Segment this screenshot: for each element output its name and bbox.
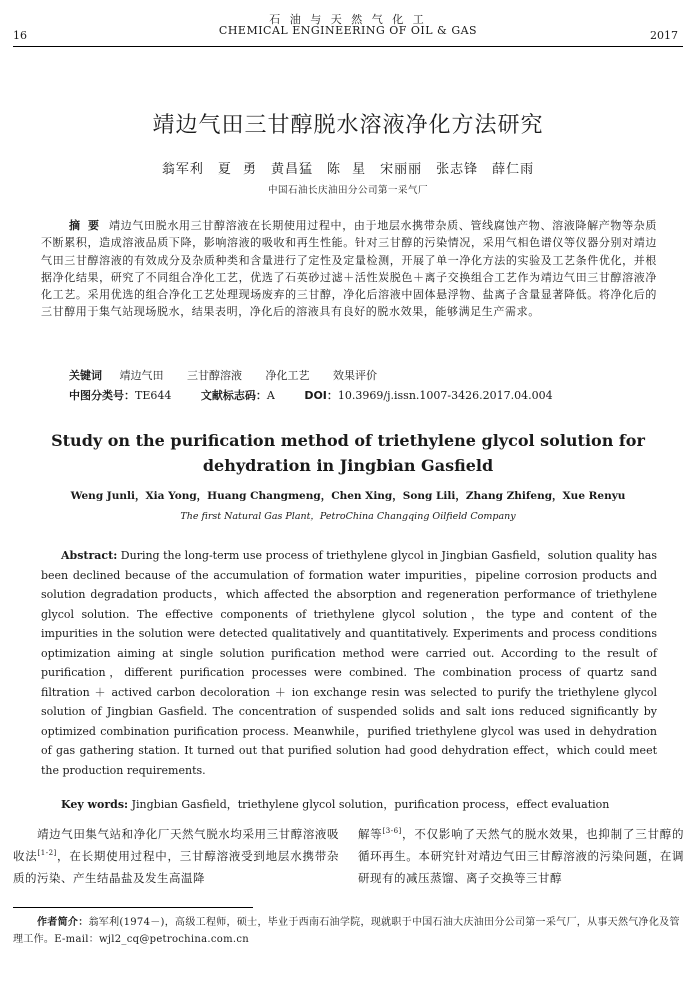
affiliation-cn: 中国石油长庆油田分公司第一采气厂 — [267, 185, 428, 196]
page-number: 16 — [13, 29, 27, 42]
doi — [304, 389, 552, 402]
abstract-cn-label: 摘 要 — [69, 219, 102, 232]
clc-number — [69, 389, 171, 402]
footnote-label: 作者简介： — [37, 917, 89, 928]
paper-title-cn: 靖边气田三甘醇脱水溶液净化方法研究 — [152, 113, 544, 138]
author-bio-footnote — [13, 914, 685, 948]
keyword-cn-item: 三甘醇溶液 — [186, 369, 242, 382]
keywords-cn-label: 关键词 — [69, 369, 102, 382]
header-divider — [13, 46, 683, 47]
publication-year: 2017 — [650, 29, 678, 42]
authors-cn: 翁军利 夏 勇 黄昌猛 陈 星 宋丽丽 张志锋 薛仁雨 — [161, 162, 535, 177]
keyword-cn-item: 效果评价 — [332, 369, 377, 382]
body-left-text-b: ，在长期使用过程中，三甘醇溶液受到地层水携带杂质的污染、产生结晶盐及发生高温降 — [13, 849, 340, 885]
body-column-left — [13, 823, 339, 889]
keywords-en-label: Key words: — [61, 798, 129, 811]
keywords-cn — [69, 367, 397, 383]
body-left-text-a: 靖边气田集气站和净化厂天然气脱水均采用三甘醇溶液吸收法 — [13, 827, 339, 863]
document-code — [201, 389, 275, 402]
doi-value[interactable]: 10.3969/j.issn.1007-3426.2017.04.004 — [337, 389, 553, 402]
body-column-right — [358, 823, 684, 889]
keyword-cn-item: 靖边气田 — [119, 369, 164, 382]
keywords-en-text: Jingbian Gasfield，triethylene glycol solution，purification process，effect evaluation — [131, 798, 610, 811]
doi-label: DOI： — [304, 389, 338, 402]
paper-title-en: Study on the purification method of triethylene glycol solution for dehydration in Jingbian Gasfield — [51, 431, 645, 475]
body-right-text-b: ，不仅影响了天然气的脱水效果，也抑制了三甘醇的循环再生。本研究针对靖边气田三甘醇溶液的污染问题，在调研现有的减压蒸馏、离子交换等三甘醇 — [358, 827, 685, 885]
keywords-en — [61, 796, 661, 812]
clc-label: 中图分类号： — [69, 389, 135, 402]
citation-ref[interactable]: [1-2] — [37, 849, 57, 857]
abstract-cn — [41, 217, 657, 321]
citation-ref[interactable]: [3-6] — [382, 827, 402, 835]
journal-name-en: CHEMICAL ENGINEERING OF OIL & GAS — [218, 24, 478, 37]
document-code-label: 文献标志码： — [200, 389, 267, 402]
abstract-en-text: During the long-term use process of triethylene glycol in Jingbian Gasfield，solution quality has been declined because of the accumulation of formation water impurities，pipeline corrosion products and solution degradation products，which affected the absorption and regeneration performance of triethylene glycol solution. The effective components of triethylene glycol solution，the type and content of the impurities in the solution were detected qualitatively and quantitatively. Experiments and process conditions optimization aiming at single solution purification method were carried out. According to the result of purification，different purification processes were combined. The combination process of quartz sand filtration ＋ actived carbon decoloration ＋ ion exchange resin was selected to purify the triethylene glycol solution of Jingbian Gasfield. The concentration of suspended solids and salt ions reduced significantly by optimized combination purification process. Meanwhile，purified triethylene glycol was used in dehydration of gas gathering station. It turned out that purified solution had good dehydration effect，which could meet the production requirements. — [41, 549, 657, 777]
footnote-text: 翁军利(1974－)，高级工程师，硕士，毕业于西南石油学院，现就职于中国石油大庆油田分公司第一采气厂，从事天然气净化及管理工作。E-mail：wjl2_cq@petrochina.com.cn — [13, 917, 680, 945]
abstract-cn-text: 靖边气田脱水用三甘醇溶液在长期使用过程中，由于地层水携带杂质、管线腐蚀产物、溶液降解产物等杂质不断累积，造成溶液品质下降，影响溶液的吸收和再生性能。针对三甘醇的污染情况，采用气相色谱仪等仪器分别对靖边气田三甘醇溶液的有效成分及杂质种类和含量进行了定性及定量检测，开展了单一净化方法的实验及工艺条件优化，并根据净化结果，研究了不同组合净化工艺，优选了石英砂过滤＋活性炭脱色＋离子交换组合工艺作为靖边气田三甘醇溶液净化工艺。采用优选的组合净化工艺处理现场废弃的三甘醇，净化后溶液中固体悬浮物、盐离子含量显著降低。将净化后的三甘醇用于集气站现场脱水，结果表明，净化后的溶液具有良好的脱水效果，能够满足生产需求。 — [41, 219, 657, 319]
affiliation-en: The first Natural Gas Plant，PetroChina Changqing Oilfield Company — [180, 511, 516, 522]
abstract-en — [41, 546, 657, 780]
clc-value: TE644 — [135, 389, 172, 402]
keyword-cn-item: 净化工艺 — [265, 369, 310, 382]
document-code-value: A — [266, 389, 275, 402]
footnote-divider — [13, 907, 253, 908]
authors-en: Weng Junli，Xia Yong，Huang Changmeng，Chen Xing，Song Lili，Zhang Zhifeng，Xue Renyu — [70, 490, 626, 502]
body-right-text-a: 解等 — [358, 827, 383, 841]
journal-name-cn: 石 油 与 天 然 气 化 工 — [269, 13, 427, 26]
classification-row — [69, 387, 669, 403]
abstract-en-label: Abstract: — [61, 549, 118, 562]
